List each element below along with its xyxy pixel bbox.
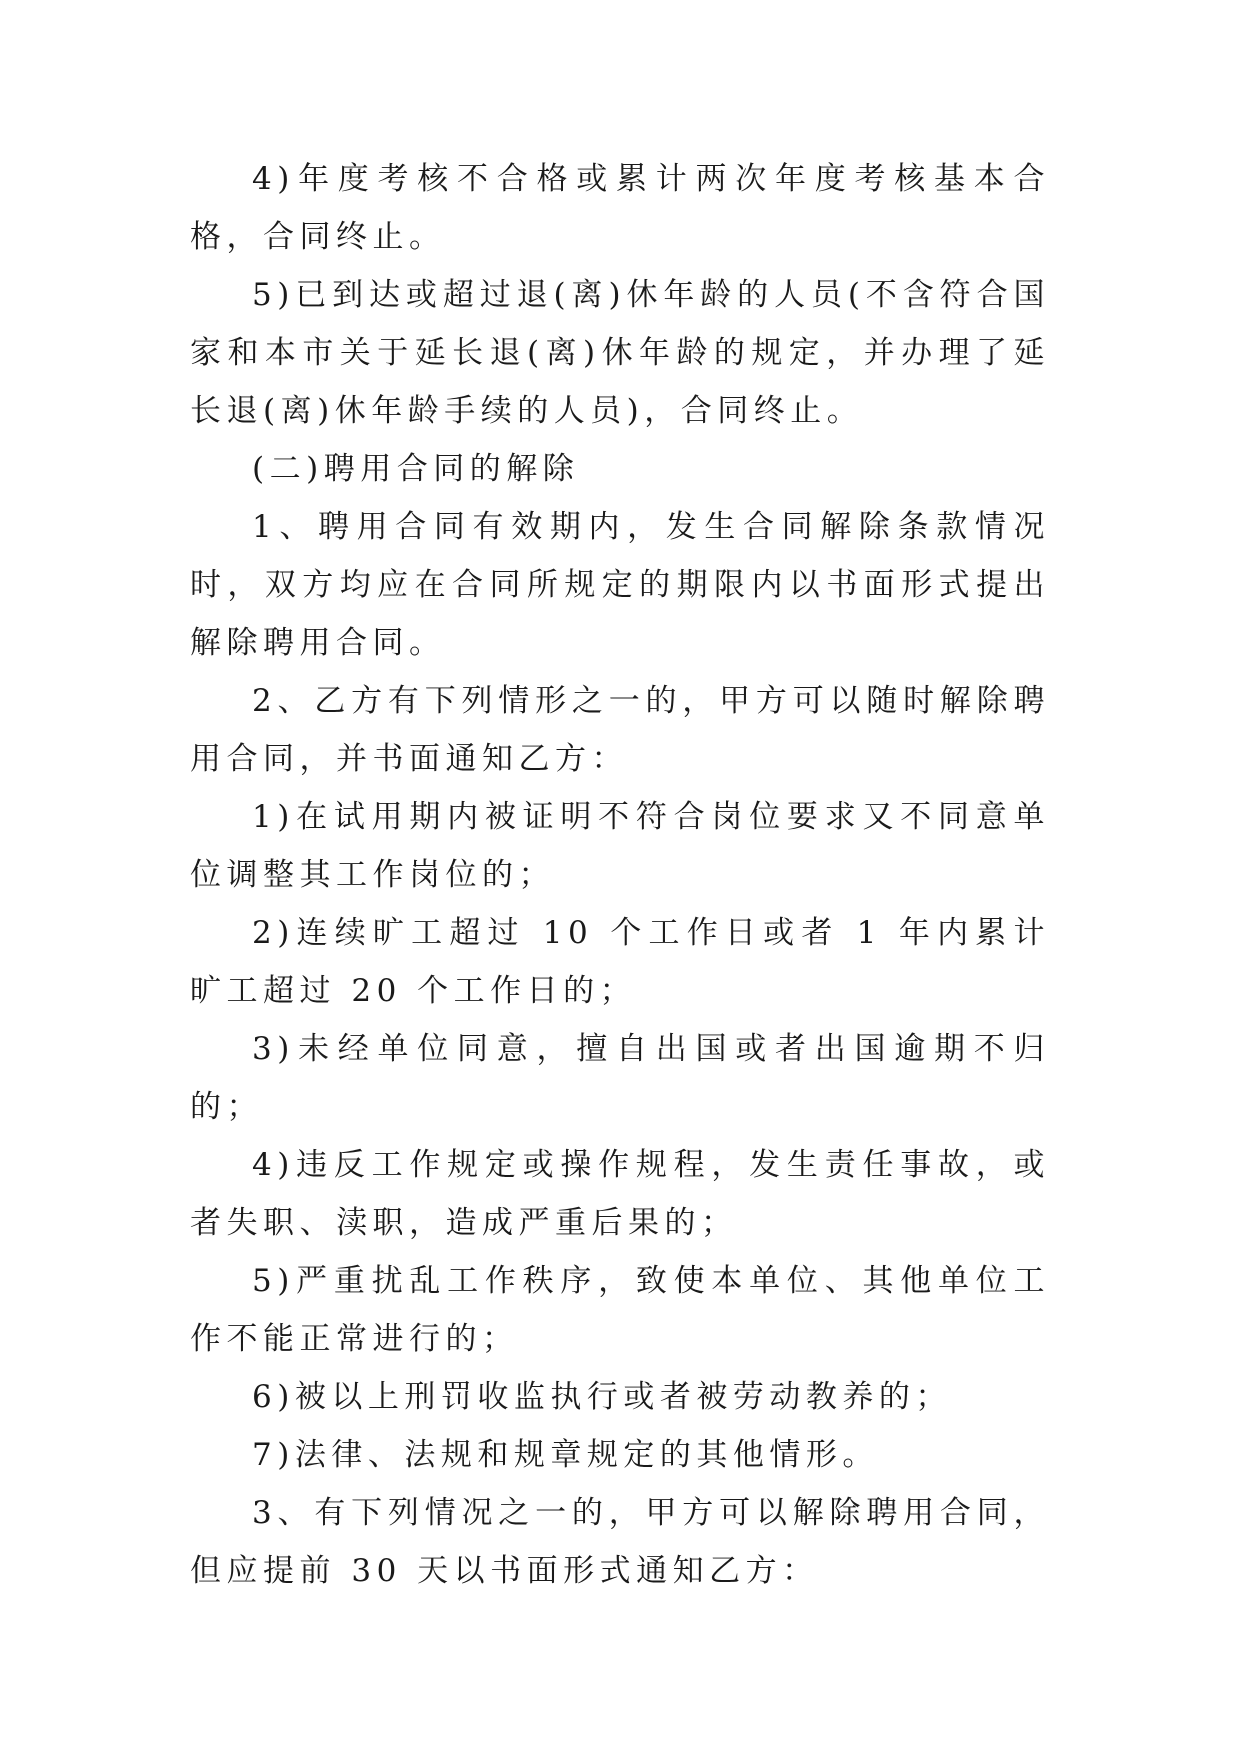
list-item-absenteeism: 2)连续旷工超过 10 个工作日或者 1 年内累计旷工超过 20 个工作日的； xyxy=(190,915,1050,1009)
list-item-criminal-penalty: 6)被以上刑罚收监执行或者被劳动教养的； xyxy=(252,1379,952,1415)
list-item-probation: 1)在试用期内被证明不符合岗位要求又不同意单位调整其工作岗位的； xyxy=(190,799,1050,893)
paragraph-contract-termination-appraisal: 4)年度考核不合格或累计两次年度考核基本合格，合同终止。 xyxy=(190,161,1050,255)
section-heading-contract-dissolution: (二)聘用合同的解除 xyxy=(252,451,580,487)
paragraph-dissolution-clause-3: 3、有下列情况之一的，甲方可以解除聘用合同，但应提前 30 天以书面形式通知乙方： xyxy=(190,1495,1050,1589)
document-page xyxy=(190,150,1050,1600)
paragraph-dissolution-clause-1: 1、聘用合同有效期内，发生合同解除条款情况时，双方均应在合同所规定的期限内以书面形式提出解除聘用合同。 xyxy=(190,509,1050,661)
list-item-other-circumstances: 7)法律、法规和规章规定的其他情形。 xyxy=(252,1437,879,1473)
list-item-violation: 4)违反工作规定或操作规程，发生责任事故，或者失职、渎职，造成严重后果的； xyxy=(190,1147,1050,1241)
list-item-unauthorized-travel: 3)未经单位同意，擅自出国或者出国逾期不归的； xyxy=(190,1031,1050,1125)
list-item-disruption: 5)严重扰乱工作秩序，致使本单位、其他单位工作不能正常进行的； xyxy=(190,1263,1050,1357)
paragraph-dissolution-clause-2: 2、乙方有下列情形之一的，甲方可以随时解除聘用合同，并书面通知乙方： xyxy=(190,683,1050,777)
paragraph-contract-termination-retirement: 5)已到达或超过退(离)休年龄的人员(不含符合国家和本市关于延长退(离)休年龄的规定，并办理了延长退(离)休年龄手续的人员)，合同终止。 xyxy=(190,277,1050,429)
